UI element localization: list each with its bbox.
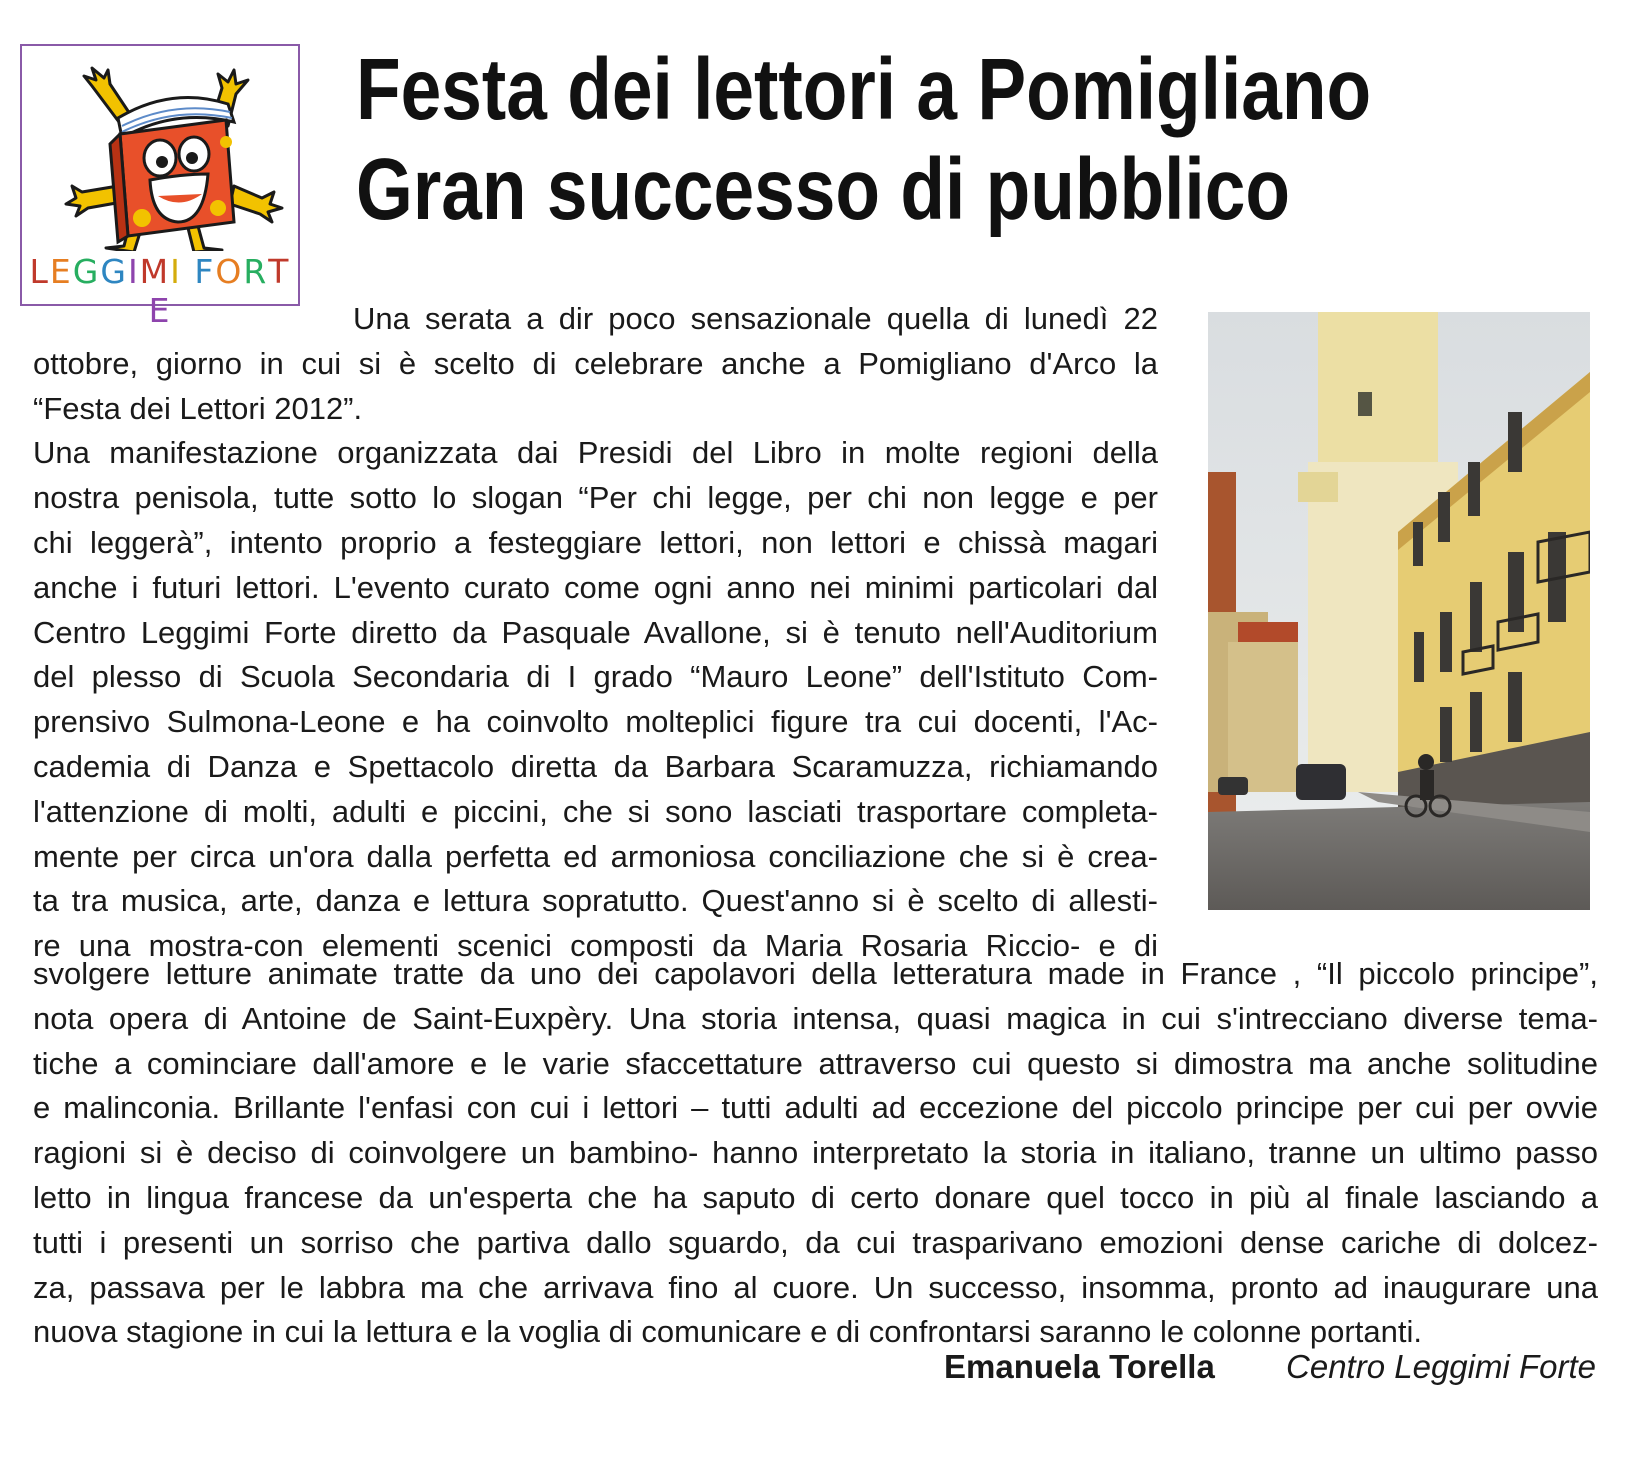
article-line: re una mostra-con elementi scenici composti da Maria Rosaria Riccio- e di — [33, 928, 1158, 964]
logo-letter: E — [49, 252, 73, 291]
book-character-icon — [22, 46, 298, 251]
article-line: za, passava per le labbra ma che arrivava fino al cuore. Un successo, insomma, pronto ad inaugurare una — [33, 1269, 1598, 1305]
logo-letter: G — [72, 252, 101, 291]
article-line: chi leggerà”, intento proprio a festeggiare lettori, non lettori e chissà magari — [33, 524, 1158, 560]
article-line: Centro Leggimi Forte diretto da Pasquale Avallone, si è tenuto nell'Auditorium — [33, 614, 1158, 650]
article-line: del plesso di Scuola Secondaria di I grado “Mauro Leone” dell'Istituto Com- — [33, 659, 1158, 695]
article-line: mente per circa un'ora dalla perfetta ed armoniosa conciliazione che si è crea- — [33, 838, 1158, 874]
street-photo — [1208, 312, 1590, 910]
article-body — [33, 952, 1598, 1355]
article-line: ragioni si è deciso di coinvolgere un bambino- hanno interpretato la storia in italiano, tranne un ultimo passo — [33, 1135, 1598, 1171]
organization-name: Centro Leggimi Forte — [1286, 1348, 1596, 1385]
article-line: nota opera di Antoine de Saint-Euxpèry. Una storia intensa, quasi magica in cui s'intrecciano diverse tema- — [33, 1000, 1598, 1036]
logo-letter: F — [194, 252, 216, 291]
logo-letter: I — [127, 252, 140, 291]
article-line: Una serata a dir poco sensazionale quella di lunedì 22 — [353, 301, 1158, 336]
headline-line-1: Festa dei lettori a Pomigliano — [356, 41, 1372, 138]
headline — [356, 40, 1406, 240]
leggimi-forte-logo — [20, 44, 300, 330]
article-line: nuova stagione in cui la lettura e la voglia di comunicare e di confrontarsi saranno le colonne portanti. — [33, 1314, 1422, 1350]
article-line: ottobre, giorno in cui si è scelto di celebrare anche a Pomigliano d'Arco la — [33, 345, 1158, 381]
article-line: letto in lingua francese da un'esperta che ha saputo di certo donare quel tocco in più al finale lasciando a — [33, 1179, 1598, 1215]
article-line: tiche a cominciare dall'amore e le varie sfaccettature attraverso cui questo si dimostra ma anche solitudine — [33, 1045, 1598, 1081]
article-line: l'attenzione di molti, adulti e piccini, che si sono lasciati trasportare completa- — [33, 793, 1158, 829]
logo-letter: G — [100, 252, 128, 291]
article-line: Una manifestazione organizzata dai Presidi del Libro in molte regioni della — [33, 435, 1158, 471]
logo-letter: T — [268, 252, 291, 291]
article-line: cademia di Danza e Spettacolo diretta da Barbara Scaramuzza, richiamando — [33, 748, 1158, 784]
article-line: svolgere letture animate tratte da uno dei capolavori della letteratura made in France , “Il piccolo principe”, — [33, 956, 1598, 991]
street-photo-icon — [1208, 312, 1590, 910]
logo-letter: E — [148, 291, 172, 330]
article-intro — [33, 297, 1158, 969]
logo-letter: L — [29, 252, 50, 291]
author-name: Emanuela Torella — [944, 1348, 1215, 1385]
logo-letter: I — [170, 252, 182, 291]
signature — [944, 1348, 1596, 1386]
article-line: “Festa dei Lettori 2012”. — [33, 390, 363, 426]
headline-line-2: Gran successo di pubblico — [356, 141, 1291, 238]
article-line: tutti i presenti un sorriso che partiva dallo sguardo, da cui trasparivano emozioni dense cariche di dolcez- — [33, 1224, 1598, 1260]
article-line: ta tra musica, arte, danza e lettura sopratutto. Quest'anno si è scelto di allesti- — [33, 883, 1158, 919]
logo-letter — [182, 252, 195, 291]
article-line: nostra penisola, tutte sotto lo slogan “Per chi legge, per chi non legge e per — [33, 480, 1158, 516]
logo-letter: M — [139, 252, 171, 291]
article-line: e malinconia. Brillante l'enfasi con cui i lettori – tutti adulti ad eccezione del piccolo principe per cui per ovvie — [33, 1090, 1598, 1126]
logo-letter: R — [243, 252, 269, 291]
logo-letter: O — [215, 252, 244, 291]
article-line: anche i futuri lettori. L'evento curato come ogni anno nei minimi particolari dal — [33, 569, 1158, 605]
article-line: prensivo Sulmona-Leone e ha coinvolto molteplici figure tra cui docenti, l'Ac- — [33, 704, 1158, 740]
